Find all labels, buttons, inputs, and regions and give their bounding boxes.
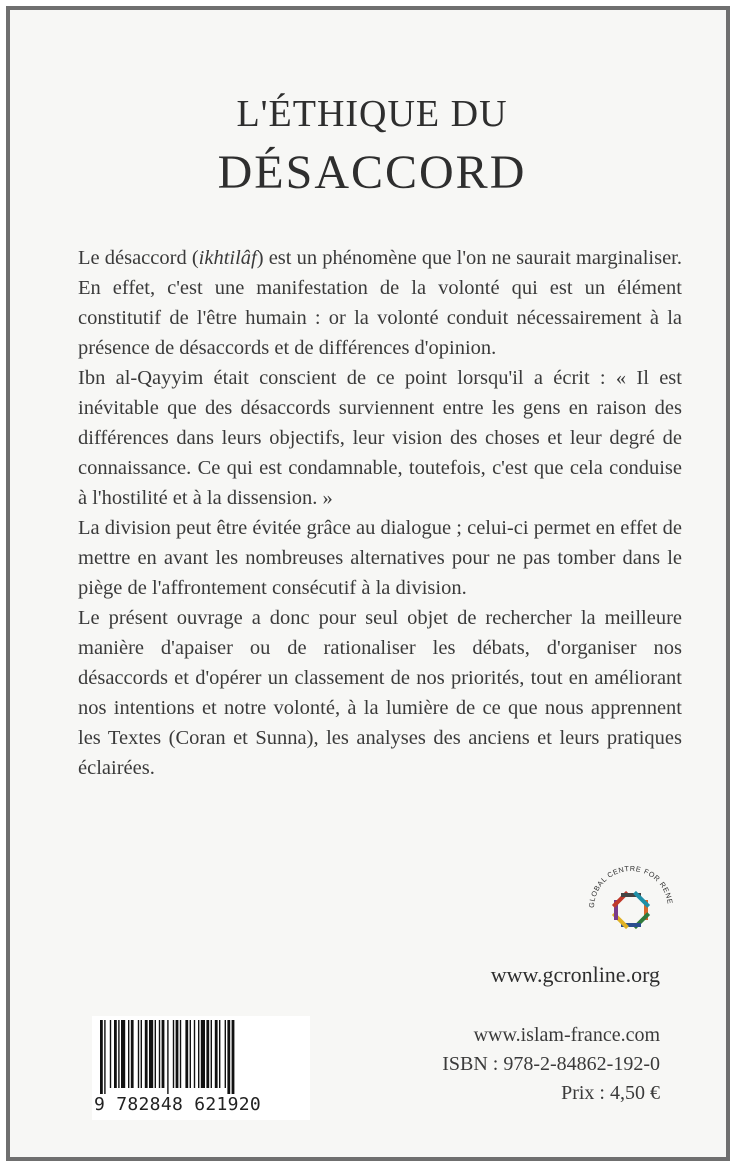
barcode-bar	[110, 1020, 111, 1088]
barcode-bar	[149, 1020, 153, 1088]
price: Prix : 4,50 €	[561, 1082, 660, 1104]
barcode-bar	[206, 1020, 209, 1088]
barcode-bar	[227, 1020, 230, 1094]
barcode-bar	[225, 1020, 226, 1088]
barcode-bar	[201, 1020, 205, 1088]
website-link[interactable]: www.gcronline.org	[490, 962, 660, 987]
barcode-bar	[215, 1020, 218, 1088]
barcode-bar	[104, 1020, 105, 1094]
barcode-bar	[180, 1020, 181, 1088]
logo-ring-text: GLOBAL CENTRE FOR RENE	[586, 863, 675, 909]
barcode-bar	[131, 1020, 134, 1088]
paragraph-2: Ibn al-Qayyim était conscient de ce point lorsqu'il a écrit : « Il est inévitable que des désaccords surviennent entre les gens en raison des différences dans leurs objectifs, leur vision des choses et leur degré de connaissance. Ce qui est condamnable, toutefois, c'est que cela conduise à l'hostilité et à la dissension. »	[78, 367, 682, 509]
isbn-number: ISBN : 978-2-84862-192-0	[442, 1053, 660, 1075]
paragraph-3: La division peut être évitée grâce au dialogue ; celui-ci permet en effet de mettre en avant les nombreuses alternatives pour ne pas tomber dans le piège de l'affrontement consécutif à la division.	[78, 517, 682, 599]
barcode-bar	[100, 1020, 103, 1094]
barcode-bar	[118, 1020, 119, 1088]
gcr-logo	[576, 858, 686, 958]
book-back-cover	[6, 6, 730, 1161]
barcode-bar	[121, 1020, 125, 1088]
paragraph-1: Le désaccord (ikhtilâf) est un phénomène que l'on ne saurait marginaliser. En effet, c'est une manifestation de la volonté qui est un élément constitutif de l'être humain : or la volonté conduit nécessairement à la présence de désaccords et de différences d'opinion.	[78, 247, 682, 359]
barcode-bar	[159, 1020, 160, 1088]
paragraph-4: Le présent ouvrage a donc pour seul objet de rechercher la meilleure manière d'apaiser ou de rationaliser les débats, d'organiser nos désaccords et d'opérer un classement de nos priorités, tout en améliorant nos intentions et notre volonté, à la lumière de ce que nous apprennent les Textes (Coran et Sunna), les analyses des anciens et leurs pratiques éclairées.	[78, 607, 682, 779]
title-line-1: L'ÉTHIQUE DU	[236, 93, 508, 135]
barcode-bar	[190, 1020, 191, 1088]
barcode-bar	[173, 1020, 174, 1088]
barcode-bar	[176, 1020, 179, 1088]
title-line-2: DÉSACCORD	[217, 146, 527, 199]
barcode-bar	[145, 1020, 148, 1088]
publisher-website[interactable]: www.islam-france.com	[473, 1024, 660, 1046]
logo-star-icon	[613, 892, 648, 927]
barcode-bar	[162, 1020, 165, 1088]
barcode-bar	[198, 1020, 199, 1088]
barcode-bar	[211, 1020, 212, 1088]
barcode-bar	[114, 1020, 117, 1088]
barcode-bar	[141, 1020, 142, 1088]
barcode-bar	[138, 1020, 139, 1088]
isbn-barcode	[92, 1016, 310, 1120]
barcode-bar	[167, 1020, 168, 1094]
barcode-bar	[194, 1020, 195, 1088]
barcode-bar	[219, 1020, 220, 1088]
logo-stroke	[635, 892, 649, 906]
barcode-bar	[128, 1020, 129, 1088]
barcode-bar	[232, 1020, 235, 1094]
barcode-digits: 9 782848 621920	[94, 1094, 262, 1115]
barcode-bar	[155, 1020, 156, 1088]
blurb	[78, 243, 682, 783]
barcode-bar	[185, 1020, 188, 1088]
arabic-term: ikhtilâf	[198, 247, 257, 269]
